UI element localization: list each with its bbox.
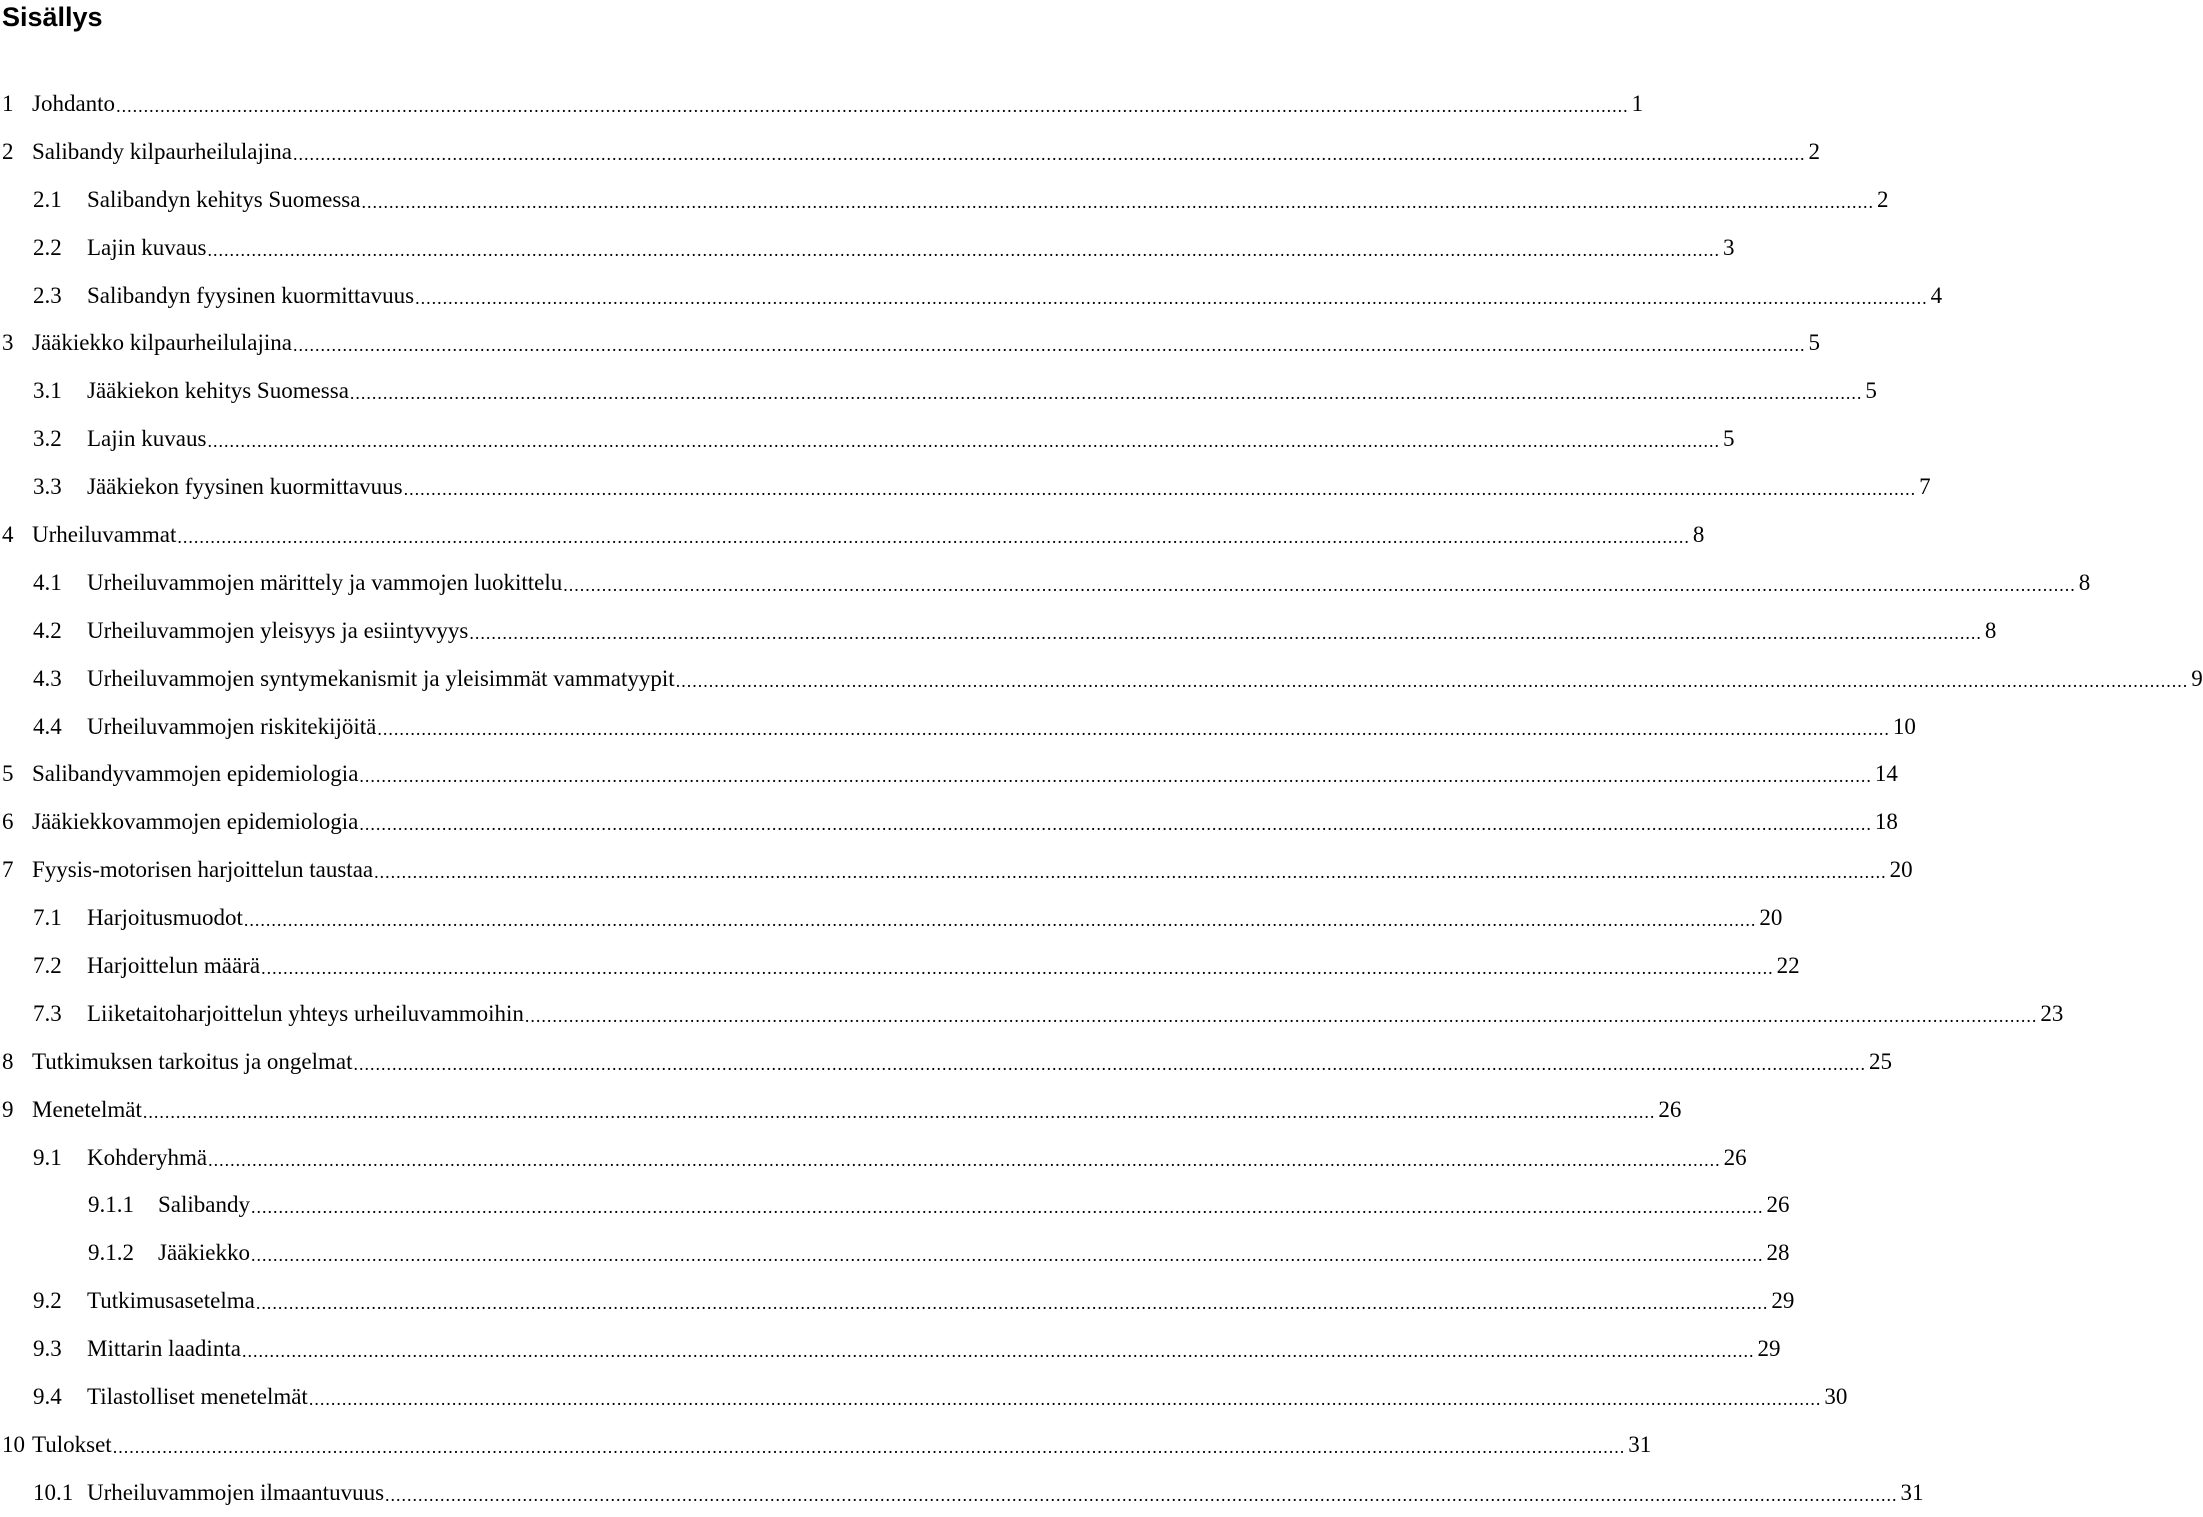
toc-entry[interactable] [0,176,1889,224]
toc-dot-leader [293,140,1806,168]
toc-entry[interactable] [0,1181,1790,1229]
toc-entry-page-number: 29 [1771,1288,1795,1314]
toc-entry-page-number: 8 [2078,569,2091,595]
toc-entry-title: Tutkimuksen tarkoitus ja ongelmat [32,1048,353,1074]
toc-entry[interactable] [0,1325,1781,1373]
toc-entry-number: 9.1.1 [88,1192,134,1218]
toc-entry-title: Urheiluvammojen ilmaantuvuus [87,1479,385,1505]
toc-dot-leader [208,1146,1721,1174]
toc-entry-page-number: 9 [2191,665,2203,691]
toc-entry[interactable] [0,798,1898,846]
toc-dot-leader [244,906,1757,934]
toc-dot-leader [415,284,1928,312]
toc-entry[interactable] [0,224,1735,272]
toc-entry-page-number: 23 [2040,1000,2064,1026]
toc-entry-page-number: 31 [1628,1431,1652,1457]
toc-entry-title: Jääkiekko [158,1240,250,1266]
toc-entry-page-number: 7 [1919,474,1931,500]
toc-entry[interactable] [0,559,2091,607]
toc-dot-leader [242,1337,1755,1365]
toc-entry-page-number: 20 [1759,905,1783,931]
toc-entry[interactable] [0,128,1820,176]
toc-entry-page-number: 26 [1723,1144,1747,1170]
toc-entry-title: Salibandyn kehitys Suomessa [87,186,361,212]
toc-entry[interactable] [0,319,1820,367]
toc-entry-title: Lajin kuvaus [87,234,207,260]
toc-entry[interactable] [0,1421,1652,1469]
toc-entry-page-number: 30 [1824,1383,1848,1409]
toc-entry-number: 10.1 [33,1479,74,1505]
toc-dot-leader [251,1241,1764,1269]
toc-entry-page-number: 26 [1658,1096,1682,1122]
toc-entry[interactable] [0,1229,1790,1277]
toc-entry-number: 3 [2,330,14,356]
toc-entry-number: 7.3 [33,1000,62,1026]
toc-entry-page-number: 14 [1874,761,1898,787]
toc-entry-number: 4.1 [33,569,62,595]
toc-dot-leader [404,475,1917,503]
toc-entry-title: Jääkiekkovammojen epidemiologia [32,809,359,835]
toc-dot-leader [359,762,1872,790]
toc-entry-number: 3.3 [33,474,62,500]
toc-dot-leader [350,379,1863,407]
toc-entry-page-number: 10 [1892,713,1916,739]
toc-entry-number: 9.3 [33,1336,62,1362]
toc-entry-number: 9.1.2 [88,1240,134,1266]
toc-entry-title: Tutkimusasetelma [87,1288,255,1314]
toc-entry-number: 2.2 [33,234,62,260]
toc-entry-title: Lajin kuvaus [87,426,207,452]
toc-entry-number: 4.3 [33,665,62,691]
toc-entry-number: 2.1 [33,186,62,212]
toc-entry-number: 5 [2,761,14,787]
toc-entry-title: Tilastolliset menetelmät [87,1383,308,1409]
toc-dot-leader [256,1289,1769,1317]
toc-entry-page-number: 1 [1631,90,1644,116]
toc-entry-title: Mittarin laadinta [87,1336,241,1362]
toc-entry-page-number: 5 [1808,330,1820,356]
toc-entry-title: Salibandyvammojen epidemiologia [32,761,359,787]
toc-dot-leader [469,619,1982,647]
toc-entry-number: 6 [2,809,14,835]
toc-entry-title: Salibandy [158,1192,250,1218]
toc-entry-number: 4.2 [33,617,62,643]
toc-entry[interactable] [0,1038,1892,1086]
toc-entry[interactable] [0,1086,1682,1134]
toc-entry-page-number: 26 [1766,1192,1790,1218]
toc-entry-page-number: 3 [1722,234,1735,260]
toc-entry-number: 9.4 [33,1383,62,1409]
toc-entry[interactable] [0,272,1943,320]
toc-entry[interactable] [0,367,1877,415]
toc-entry-number: 7.1 [33,905,62,931]
toc-dot-leader [177,523,1690,551]
toc-entry-title: Urheiluvammojen yleisyys ja esiintyvyys [87,617,469,643]
toc-entry-page-number: 2 [1808,138,1820,164]
toc-entry[interactable] [0,655,2203,703]
toc-entry-page-number: 5 [1865,378,1877,404]
toc-entry-title: Tulokset [32,1431,112,1457]
toc-entry-title: Harjoittelun määrä [87,952,261,978]
toc-entry-title: Urheiluvammojen riskitekijöitä [87,713,377,739]
toc-entry[interactable] [0,80,1644,128]
toc-dot-leader [374,858,1887,886]
toc-entry-title: Fyysis-motorisen harjoittelun taustaa [32,857,374,883]
toc-entry-title: Jääkiekon kehitys Suomessa [87,378,349,404]
toc-entry[interactable] [0,990,2064,1038]
toc-entry-number: 3.1 [33,378,62,404]
toc-entry-number: 9.1 [33,1144,62,1170]
toc-entry-title: Kohderyhmä [87,1144,208,1170]
toc-entry[interactable] [0,463,1931,511]
toc-entry-title: Urheiluvammat [32,521,177,547]
toc-entry-page-number: 8 [1692,521,1705,547]
toc-entry-title: Johdanto [32,90,116,116]
toc-dot-leader [143,1098,1656,1126]
toc-entry[interactable] [0,846,1913,894]
toc-entry-number: 1 [2,90,14,116]
toc-dot-leader [563,571,2076,599]
toc-entry-title: Liiketaitoharjoittelun yhteys urheiluvammoihin [87,1000,524,1026]
toc-dot-leader [251,1193,1764,1221]
toc-entry-page-number: 2 [1876,186,1889,212]
toc-entry-number: 7.2 [33,952,62,978]
toc-entry-number: 10 [2,1431,25,1457]
toc-entry-number: 2.3 [33,282,62,308]
toc-entry-title: Harjoitusmuodot [87,905,243,931]
table-of-contents [0,80,2203,1517]
toc-entry-page-number: 4 [1930,282,1943,308]
toc-entry-page-number: 28 [1766,1240,1790,1266]
toc-entry[interactable] [0,703,1916,751]
toc-entry-number: 2 [2,138,14,164]
toc-dot-leader [361,188,1874,216]
toc-entry-page-number: 25 [1869,1048,1892,1074]
toc-dot-leader [261,954,1774,982]
toc-entry[interactable] [0,942,1800,990]
toc-entry-title: Urheiluvammojen märittely ja vammojen luokittelu [87,569,563,595]
toc-entry-title: Menetelmät [32,1096,142,1122]
toc-entry[interactable] [0,1469,1924,1517]
toc-dot-leader [525,1002,2038,1030]
toc-entry-page-number: 22 [1776,952,1800,978]
toc-dot-leader [207,427,1720,455]
toc-entry-title: Urheiluvammojen syntymekanismit ja yleisimmät vammatyypit [87,665,675,691]
toc-dot-leader [359,810,1872,838]
toc-entry[interactable] [0,894,1783,942]
page-title: Sisällys [2,2,103,32]
toc-entry-page-number: 20 [1889,857,1913,883]
toc-entry[interactable] [0,607,1997,655]
toc-entry-title: Salibandyn fyysinen kuormittavuus [87,282,415,308]
toc-entry-title: Salibandy kilpaurheilulajina [32,138,292,164]
toc-entry[interactable] [0,750,1898,798]
toc-dot-leader [309,1385,1822,1413]
toc-dot-leader [354,1050,1867,1078]
toc-entry-title: Jääkiekon fyysinen kuormittavuus [87,474,403,500]
toc-entry-title: Jääkiekko kilpaurheilulajina [32,330,292,356]
toc-entry[interactable] [0,415,1735,463]
toc-entry-number: 8 [2,1048,14,1074]
toc-dot-leader [116,92,1629,120]
toc-dot-leader [113,1433,1626,1461]
toc-entry-page-number: 18 [1874,809,1898,835]
toc-entry-number: 9.2 [33,1288,62,1314]
toc-entry-number: 4.4 [33,713,62,739]
toc-entry-page-number: 5 [1722,426,1735,452]
toc-entry-page-number: 31 [1900,1479,1924,1505]
toc-entry[interactable] [0,511,1705,559]
toc-dot-leader [377,715,1890,743]
toc-entry-number: 3.2 [33,426,62,452]
toc-dot-leader [293,331,1806,359]
toc-dot-leader [207,236,1720,264]
toc-dot-leader [385,1481,1898,1509]
toc-entry[interactable] [0,1134,1747,1182]
toc-entry-number: 9 [2,1096,14,1122]
toc-entry[interactable] [0,1277,1795,1325]
toc-entry-page-number: 8 [1984,617,1997,643]
toc-entry-number: 7 [2,857,14,883]
toc-dot-leader [676,667,2189,695]
toc-entry[interactable] [0,1373,1848,1421]
toc-entry-number: 4 [2,521,14,547]
toc-entry-page-number: 29 [1757,1336,1781,1362]
